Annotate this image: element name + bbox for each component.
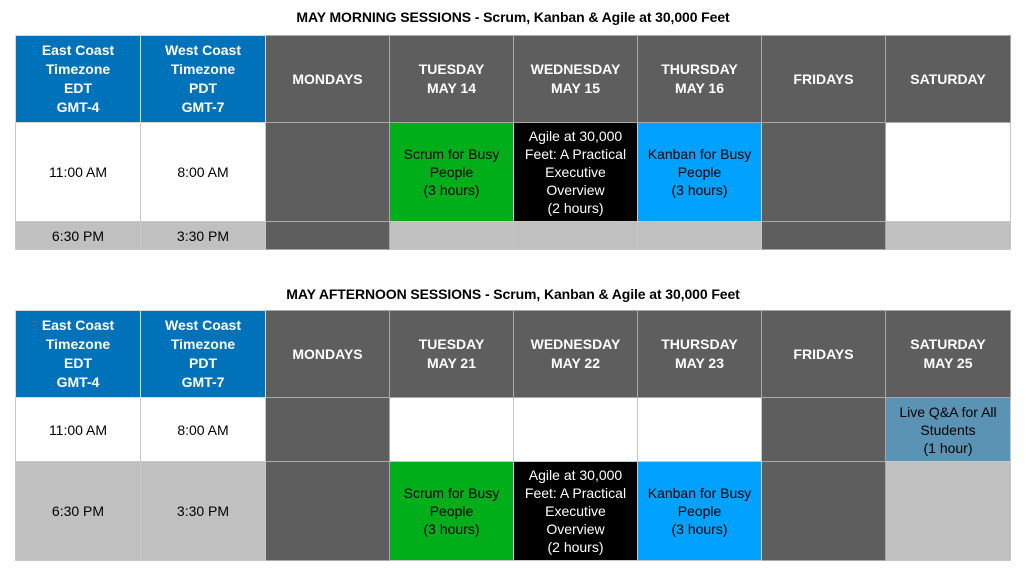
tuesday-empty-cell: [390, 222, 514, 250]
header-line: EDT: [64, 80, 92, 96]
session-line: (3 hours): [671, 182, 728, 198]
tuesday-header: [390, 36, 514, 123]
monday-unavailable-cell: [266, 222, 390, 250]
east-coast-timezone-header: [16, 311, 141, 398]
header-line: MAY 16: [674, 80, 725, 96]
friday-header: [762, 311, 886, 398]
header-line: Timezone: [170, 61, 236, 77]
west-coast-timezone-header: [141, 36, 266, 123]
thursday-empty-cell: [638, 398, 762, 462]
session-line: Scrum for Busy: [403, 146, 500, 162]
header-line: EDT: [64, 355, 92, 371]
monday-header: [266, 311, 390, 398]
header-line: SATURDAY: [910, 336, 986, 352]
west-time-cell: 8:00 AM: [141, 398, 266, 462]
header-line: THURSDAY: [661, 336, 738, 352]
friday-unavailable-cell: [762, 398, 886, 462]
session-line: (1 hour): [923, 439, 973, 456]
header-line: MAY 21: [426, 355, 477, 371]
session-line: Executive: [545, 503, 606, 519]
east-time-cell: 11:00 AM: [16, 398, 141, 462]
session-line: People: [677, 164, 722, 180]
monday-unavailable-cell: [266, 398, 390, 462]
friday-header: [762, 36, 886, 123]
wednesday-empty-cell: [514, 222, 638, 250]
monday-header: [266, 36, 390, 123]
friday-unavailable-cell: [762, 123, 886, 222]
session-line: (3 hours): [423, 182, 480, 198]
header-line: West Coast: [165, 42, 241, 58]
monday-unavailable-cell: [266, 462, 390, 561]
session-line: Kanban for Busy: [647, 146, 752, 162]
tuesday-empty-cell: [390, 398, 514, 462]
header-line: MAY 14: [426, 80, 477, 96]
session-line: (3 hours): [671, 521, 728, 537]
session-line: Kanban for Busy: [647, 485, 752, 501]
header-line: Timezone: [170, 336, 236, 352]
header-line: PDT: [189, 355, 217, 371]
session-kanban-for-busy-people: [638, 462, 762, 561]
session-line: Executive: [545, 164, 606, 180]
session-line: Agile at 30,000: [528, 467, 623, 483]
time-slot-row: [16, 222, 1011, 250]
header-line: FRIDAYS: [793, 70, 854, 87]
saturday-empty-cell: [886, 123, 1011, 222]
header-line: Timezone: [45, 61, 111, 77]
header-line: MONDAYS: [292, 345, 363, 362]
morning-sessions-title: MAY MORNING SESSIONS - Scrum, Kanban & Agile at 30,000 Feet: [296, 9, 730, 25]
header-line: MAY 15: [550, 80, 601, 96]
friday-unavailable-cell: [762, 462, 886, 561]
thursday-empty-cell: [638, 222, 762, 250]
header-line: THURSDAY: [661, 61, 738, 77]
session-line: Scrum for Busy: [403, 485, 500, 501]
session-line: Overview: [546, 521, 605, 537]
header-line: GMT-7: [181, 374, 225, 390]
saturday-empty-cell: [886, 462, 1011, 561]
session-line: Live Q&A for All: [899, 403, 997, 420]
session-line: People: [429, 164, 474, 180]
session-kanban-for-busy-people: [638, 123, 762, 222]
monday-unavailable-cell: [266, 123, 390, 222]
header-line: MONDAYS: [292, 70, 363, 87]
header-line: PDT: [189, 80, 217, 96]
header-line: GMT-7: [181, 99, 225, 115]
tuesday-header: [390, 311, 514, 398]
session-line: Feet: A Practical: [524, 146, 627, 162]
time-slot-row: [16, 462, 1011, 561]
session-line: Agile at 30,000: [528, 128, 623, 144]
header-line: East Coast: [41, 42, 115, 58]
saturday-header: [886, 36, 1011, 123]
header-line: Timezone: [45, 336, 111, 352]
session-scrum-for-busy-people: [390, 462, 514, 561]
session-agile-at-30000-feet: [514, 123, 638, 222]
time-slot-row: [16, 398, 1011, 462]
saturday-empty-cell: [886, 222, 1011, 250]
session-line: (2 hours): [547, 539, 604, 555]
thursday-header: [638, 36, 762, 123]
west-coast-timezone-header: [141, 311, 266, 398]
wednesday-header: [514, 36, 638, 123]
session-scrum-for-busy-people: [390, 123, 514, 222]
wednesday-empty-cell: [514, 398, 638, 462]
session-line: (3 hours): [423, 521, 480, 537]
east-coast-timezone-header: [16, 36, 141, 123]
session-line: Feet: A Practical: [524, 485, 627, 501]
header-row: [16, 36, 1011, 123]
west-time-cell: 8:00 AM: [141, 123, 266, 222]
east-time-cell: 6:30 PM: [16, 222, 141, 250]
header-row: [16, 311, 1011, 398]
time-slot-row: [16, 123, 1011, 222]
header-line: GMT-4: [56, 99, 100, 115]
east-time-cell: 11:00 AM: [16, 123, 141, 222]
thursday-header: [638, 311, 762, 398]
saturday-header: [886, 311, 1011, 398]
morning-schedule-table: [15, 35, 1011, 250]
header-line: MAY 23: [674, 355, 725, 371]
header-line: TUESDAY: [418, 61, 485, 77]
header-line: TUESDAY: [418, 336, 485, 352]
wednesday-header: [514, 311, 638, 398]
header-line: GMT-4: [56, 374, 100, 390]
afternoon-sessions-title: MAY AFTERNOON SESSIONS - Scrum, Kanban & Agile at 30,000 Feet: [286, 286, 740, 302]
afternoon-schedule-table: [15, 310, 1011, 561]
west-time-cell: 3:30 PM: [141, 462, 266, 561]
header-line: East Coast: [41, 317, 115, 333]
east-time-cell: 6:30 PM: [16, 462, 141, 561]
session-line: (2 hours): [547, 200, 604, 216]
west-time-cell: 3:30 PM: [141, 222, 266, 250]
header-line: West Coast: [165, 317, 241, 333]
session-live-qa: [886, 398, 1011, 462]
session-line: People: [677, 503, 722, 519]
session-line: Students: [920, 421, 976, 438]
session-line: Overview: [546, 182, 605, 198]
header-line: WEDNESDAY: [530, 61, 621, 77]
header-line: SATURDAY: [910, 70, 986, 87]
session-agile-at-30000-feet: [514, 462, 638, 561]
header-line: FRIDAYS: [793, 345, 854, 362]
header-line: MAY 22: [550, 355, 601, 371]
header-line: MAY 25: [923, 355, 973, 371]
header-line: WEDNESDAY: [530, 336, 621, 352]
session-line: People: [429, 503, 474, 519]
friday-unavailable-cell: [762, 222, 886, 250]
